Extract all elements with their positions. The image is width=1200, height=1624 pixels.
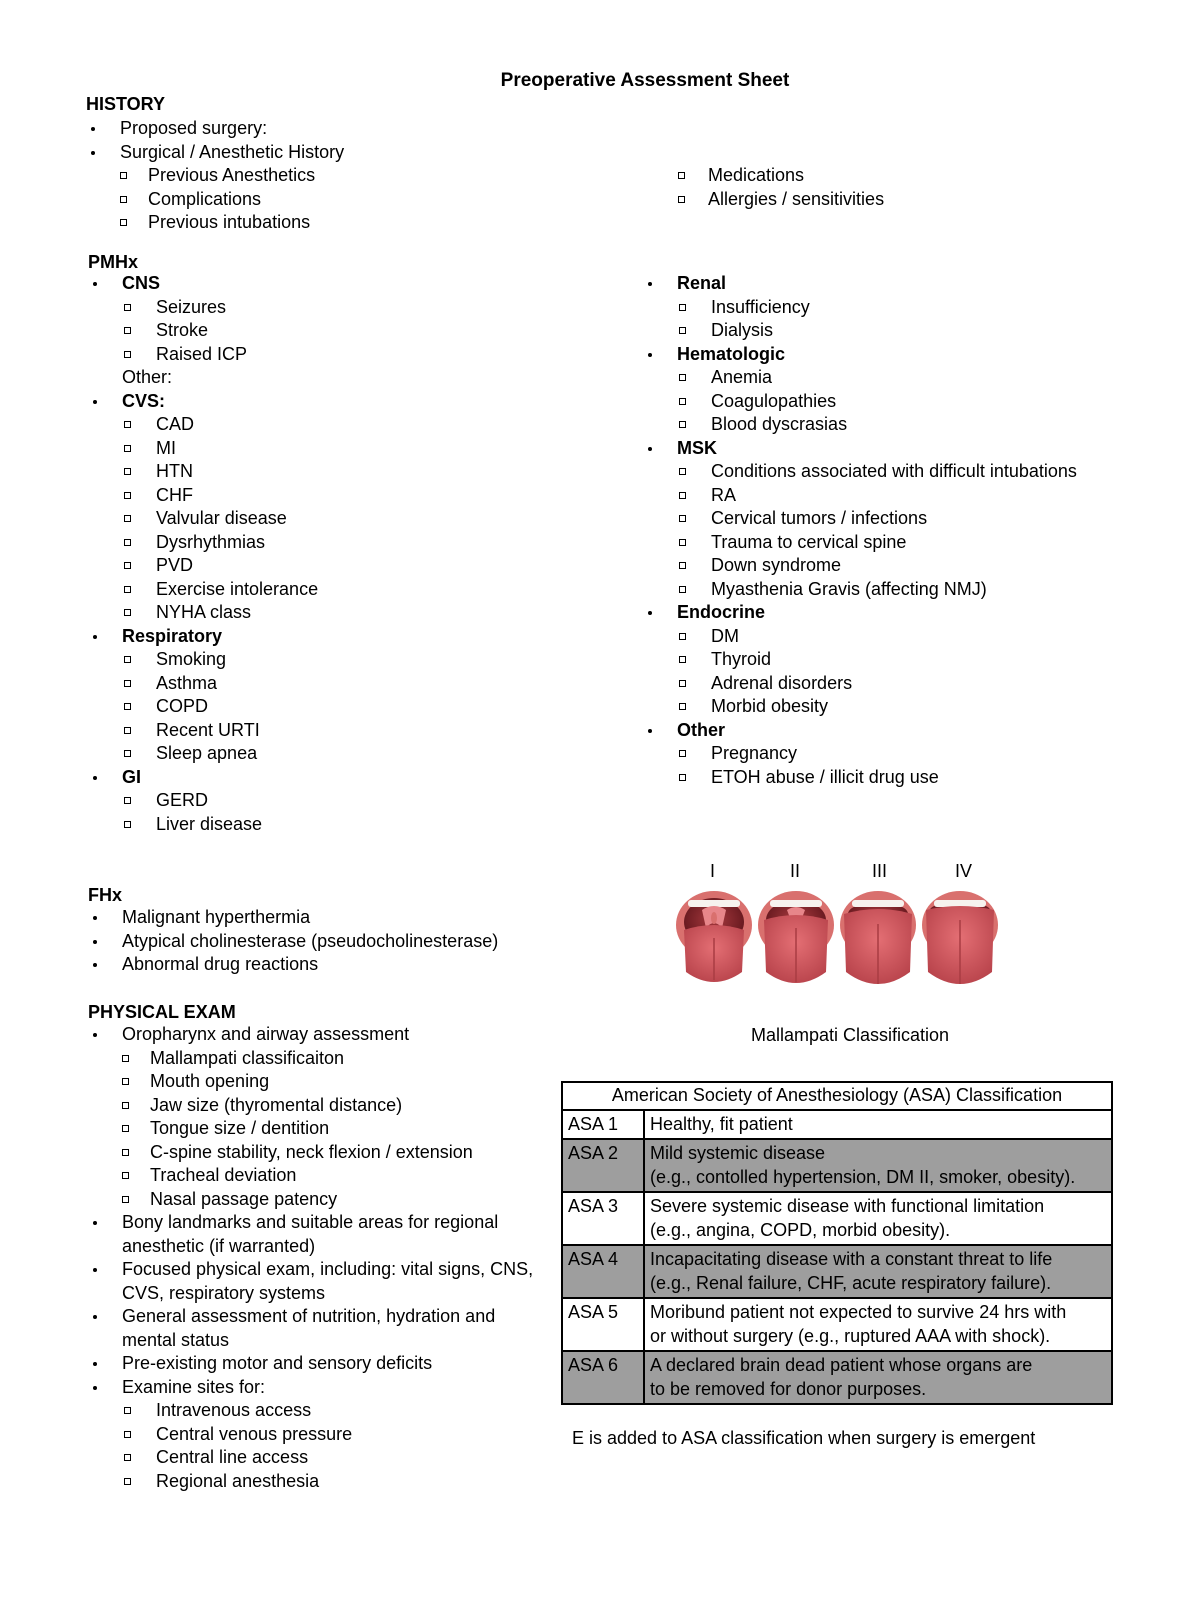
list-item: Previous intubations — [86, 211, 344, 235]
list-item-respiratory: Respiratory — [88, 625, 318, 649]
asa-class-cell: ASA 5 — [562, 1298, 644, 1351]
asa-desc-cell — [644, 1110, 1112, 1140]
asa-classification-table — [561, 1081, 1113, 1405]
list-item: Tongue size / dentition — [88, 1117, 548, 1141]
list-item: Myasthenia Gravis (affecting NMJ) — [643, 578, 1077, 602]
asa-desc-cell — [644, 1298, 1112, 1351]
list-item: Examine sites for: — [88, 1376, 548, 1400]
asa-desc-line: Moribund patient not expected to survive 24 hrs with — [650, 1302, 1067, 1322]
list-item-msk: MSK — [643, 437, 1077, 461]
list-item: Asthma — [88, 672, 318, 696]
asa-class-cell: ASA 6 — [562, 1351, 644, 1404]
list-item: Malignant hyperthermia — [88, 906, 498, 930]
mallampati-caption: Mallampati Classification — [750, 1025, 950, 1045]
list-item: Dysrhythmias — [88, 531, 318, 555]
list-item: Mouth opening — [88, 1070, 548, 1094]
mallampati-label-ii: II — [790, 861, 801, 881]
pmhx-heading: PMHx — [88, 252, 139, 272]
list-item: Blood dyscrasias — [643, 413, 1077, 437]
list-item: ETOH abuse / illicit drug use — [643, 766, 1077, 790]
list-item: Insufficiency — [643, 296, 1077, 320]
list-item: Anemia — [643, 366, 1077, 390]
mallampati-mouth-iii — [840, 891, 916, 984]
physical-exam-heading: PHYSICAL EXAM — [88, 1002, 236, 1022]
asa-desc-line: or without surgery (e.g., ruptured AAA with shock). — [650, 1325, 1051, 1346]
table-row — [562, 1110, 1112, 1140]
list-item: CAD — [88, 413, 318, 437]
list-item: Adrenal disorders — [643, 672, 1077, 696]
list-item: Allergies / sensitivities — [678, 188, 884, 212]
mallampati-mouth-ii — [758, 891, 834, 983]
asa-class-cell: ASA 2 — [562, 1139, 644, 1192]
list-item: General assessment of nutrition, hydration and mental status — [88, 1305, 548, 1352]
mallampati-mouth-i — [676, 891, 752, 982]
asa-class-cell: ASA 3 — [562, 1192, 644, 1245]
page-title: Preoperative Assessment Sheet — [500, 70, 790, 91]
mallampati-label-i: I — [710, 861, 716, 881]
pmhx-right-list — [643, 272, 1077, 789]
mallampati-label-iii: III — [872, 861, 888, 881]
list-item-endocrine: Endocrine — [643, 601, 1077, 625]
list-item: CHF — [88, 484, 318, 508]
asa-desc-cell — [644, 1192, 1112, 1245]
list-item-hematologic: Hematologic — [643, 343, 1077, 367]
list-item: C-spine stability, neck flexion / extension — [88, 1141, 548, 1165]
list-item: Smoking — [88, 648, 318, 672]
list-item: Mallampati classificaiton — [88, 1047, 548, 1071]
list-item: Trauma to cervical spine — [643, 531, 1077, 555]
list-item: Seizures — [88, 296, 318, 320]
list-item-cvs: CVS: — [88, 390, 318, 414]
asa-desc-line: (e.g., angina, COPD, morbid obesity). — [650, 1219, 951, 1240]
list-item: Bony landmarks and suitable areas for regional anesthetic (if warranted) — [88, 1211, 548, 1258]
list-item: Central line access — [88, 1446, 548, 1470]
asa-emergent-note: E is added to ASA classification when surgery is emergent — [572, 1428, 1036, 1448]
list-item: Tracheal deviation — [88, 1164, 548, 1188]
pmhx-left-list — [88, 272, 318, 836]
list-item-other-category: Other — [643, 719, 1077, 743]
list-item: Surgical / Anesthetic History — [86, 141, 344, 165]
asa-table-header: American Society of Anesthesiology (ASA) Classification — [562, 1082, 1112, 1110]
asa-desc-line: Mild systemic disease — [650, 1143, 826, 1163]
asa-class-cell: ASA 1 — [562, 1110, 644, 1140]
list-item: Pre-existing motor and sensory deficits — [88, 1352, 548, 1376]
fhx-list — [88, 906, 498, 977]
mallampati-mouth-iv — [922, 891, 998, 984]
list-item: Jaw size (thyromental distance) — [88, 1094, 548, 1118]
history-heading: HISTORY — [86, 94, 166, 114]
list-item: Raised ICP — [88, 343, 318, 367]
list-item: Pregnancy — [643, 742, 1077, 766]
list-item-renal: Renal — [643, 272, 1077, 296]
list-item: Exercise intolerance — [88, 578, 318, 602]
asa-desc-line: Healthy, fit patient — [650, 1113, 793, 1134]
list-item: Thyroid — [643, 648, 1077, 672]
list-item: Sleep apnea — [88, 742, 318, 766]
list-item: Oropharynx and airway assessment — [88, 1023, 548, 1047]
list-item: Proposed surgery: — [86, 117, 344, 141]
list-item: Focused physical exam, including: vital signs, CNS, CVS, respiratory systems — [88, 1258, 548, 1305]
asa-desc-cell — [644, 1245, 1112, 1298]
asa-desc-cell — [644, 1139, 1112, 1192]
asa-desc-line: Severe systemic disease with functional limitation — [650, 1196, 1045, 1216]
physical-exam-list — [88, 1023, 548, 1493]
asa-desc-line: (e.g., contolled hypertension, DM II, smoker, obesity). — [650, 1166, 1076, 1187]
list-item: PVD — [88, 554, 318, 578]
mallampati-illustration — [672, 880, 1012, 1010]
list-item: RA — [643, 484, 1077, 508]
asa-desc-line: to be removed for donor purposes. — [650, 1378, 927, 1399]
list-item: DM — [643, 625, 1077, 649]
list-item: HTN — [88, 460, 318, 484]
list-item: NYHA class — [88, 601, 318, 625]
list-item: Central venous pressure — [88, 1423, 548, 1447]
list-item: Recent URTI — [88, 719, 318, 743]
list-item: Abnormal drug reactions — [88, 953, 498, 977]
list-item: Down syndrome — [643, 554, 1077, 578]
table-row — [562, 1245, 1112, 1298]
table-row — [562, 1351, 1112, 1404]
table-row — [562, 1139, 1112, 1192]
list-item: Nasal passage patency — [88, 1188, 548, 1212]
asa-desc-cell — [644, 1351, 1112, 1404]
list-item-cns: CNS — [88, 272, 318, 296]
list-item: COPD — [88, 695, 318, 719]
list-item: Regional anesthesia — [88, 1470, 548, 1494]
table-row — [562, 1192, 1112, 1245]
history-list — [86, 117, 344, 235]
list-item: Complications — [86, 188, 344, 212]
list-item: Conditions associated with difficult intubations — [643, 460, 1077, 484]
list-item: Atypical cholinesterase (pseudocholinesterase) — [88, 930, 498, 954]
list-item: Liver disease — [88, 813, 318, 837]
list-item: Morbid obesity — [643, 695, 1077, 719]
asa-desc-line: Incapacitating disease with a constant threat to life — [650, 1249, 1053, 1269]
list-item: Dialysis — [643, 319, 1077, 343]
asa-class-cell: ASA 4 — [562, 1245, 644, 1298]
list-item: Stroke — [88, 319, 318, 343]
list-item: Intravenous access — [88, 1399, 548, 1423]
table-header-row — [562, 1082, 1112, 1110]
table-row — [562, 1298, 1112, 1351]
list-item: Coagulopathies — [643, 390, 1077, 414]
list-item: Medications — [678, 164, 884, 188]
list-item: Cervical tumors / infections — [643, 507, 1077, 531]
asa-desc-line: (e.g., Renal failure, CHF, acute respiratory failure). — [650, 1272, 1052, 1293]
list-item: Previous Anesthetics — [86, 164, 344, 188]
list-item-other: Other: — [122, 367, 173, 387]
list-item-gi: GI — [88, 766, 318, 790]
asa-desc-line: A declared brain dead patient whose organs are — [650, 1355, 1033, 1375]
list-item: MI — [88, 437, 318, 461]
list-item: GERD — [88, 789, 318, 813]
mallampati-label-iv: IV — [955, 861, 973, 881]
fhx-heading: FHx — [88, 885, 123, 905]
list-item: Valvular disease — [88, 507, 318, 531]
history-list-right — [678, 164, 884, 211]
